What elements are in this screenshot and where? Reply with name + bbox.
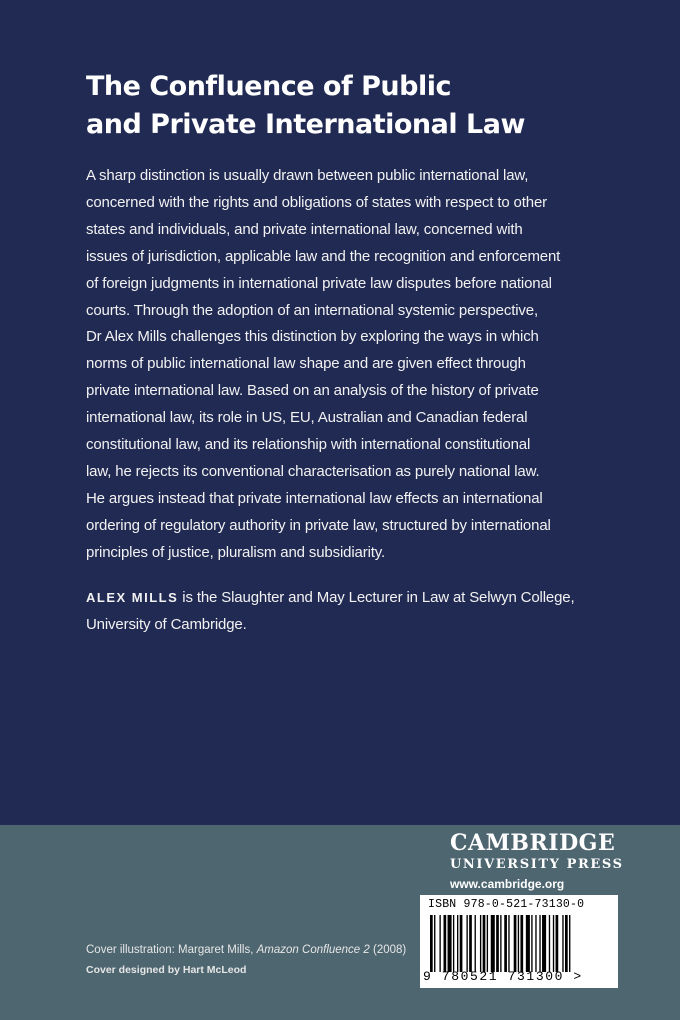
bio-text: is the Slaughter and May Lecturer in Law at Selwyn College,	[178, 589, 575, 606]
publisher-website: www.cambridge.org	[450, 877, 565, 891]
barcode-bar	[460, 915, 463, 972]
barcode-bar	[508, 915, 509, 972]
barcode-bar	[475, 915, 476, 972]
bio-line-1	[86, 585, 606, 612]
barcode-bar	[448, 915, 452, 972]
barcode-bar	[430, 915, 433, 972]
blurb-line: Dr Alex Mills challenges this distinction by exploring the ways in which	[86, 328, 539, 346]
book-title	[86, 68, 606, 144]
designer-credit: Cover designed by Hart McLeod	[86, 964, 247, 976]
blurb-line: of foreign judgments in international private law disputes before national	[86, 274, 552, 292]
barcode-bar	[556, 915, 559, 972]
blurb-line: A sharp distinction is usually drawn between public international law,	[86, 167, 529, 184]
blurb-line: issues of jurisdiction, applicable law and the recognition and enforcement	[86, 247, 561, 265]
illustration-title: Amazon Confluence 2	[256, 944, 370, 956]
barcode-bar	[457, 915, 458, 972]
book-blurb	[86, 163, 606, 567]
barcode-bar	[466, 915, 467, 972]
blurb-line: principles of justice, pluralism and subsidiarity.	[86, 543, 386, 561]
barcode-bar	[518, 915, 519, 972]
blurb-line: concerned with the rights and obligations of states with respect to other	[86, 193, 547, 211]
blurb-line: He argues instead that private international law effects an international	[86, 489, 543, 507]
blurb-line: law, he rejects its conventional characterisation as purely national law.	[86, 462, 540, 480]
barcode-bar	[514, 915, 517, 972]
author-name: ALEX MILLS	[86, 590, 179, 605]
blurb-line: norms of public international law shape and are given effect through	[86, 355, 526, 373]
barcode-bar	[562, 915, 563, 972]
barcode-bar	[487, 915, 488, 972]
blurb-line: ordering of regulatory authority in private law, structured by international	[86, 516, 551, 534]
illustration-year: (2008)	[369, 944, 407, 956]
barcode-bar	[531, 915, 532, 972]
barcode-bar	[444, 915, 447, 972]
illustration-credit	[86, 940, 406, 960]
title-line: The Confluence of Public	[86, 71, 451, 102]
barcode-bar	[526, 915, 530, 972]
barcode-bar	[500, 915, 501, 972]
title-line: and Private International Law	[86, 109, 525, 140]
isbn-barcode	[420, 895, 618, 988]
blurb-line: courts. Through the adoption of an international systemic perspective,	[86, 301, 538, 319]
barcode-bar	[549, 915, 550, 972]
barcode-bar	[491, 915, 495, 972]
blurb-line: international law, its role in US, EU, Australian and Canadian federal	[86, 409, 528, 427]
barcode-bar	[439, 915, 440, 972]
isbn-text: ISBN 978-0-521-73130-0	[428, 898, 585, 911]
illustration-prefix: Cover illustration: Margaret Mills,	[86, 944, 257, 956]
barcode-bar	[542, 915, 546, 972]
barcode-icon	[428, 915, 612, 972]
barcode-bar	[434, 915, 435, 972]
barcode-bar	[469, 915, 472, 972]
blurb-line: constitutional law, and its relationship with international constitutional	[86, 436, 531, 454]
barcode-bar	[480, 915, 481, 972]
barcode-bar	[535, 915, 536, 972]
blurb-line: states and individuals, and private international law, concerned with	[86, 220, 523, 238]
bio-line-2: University of Cambridge.	[86, 615, 247, 633]
blurb-line: private international law. Based on an analysis of the history of private	[86, 382, 539, 400]
publisher-logo	[450, 830, 624, 894]
barcode-bar	[504, 915, 507, 972]
barcode-bar	[565, 915, 568, 972]
barcode-digits: 9 780521 731300 >	[423, 969, 583, 984]
barcode-bar	[520, 915, 523, 972]
barcode-bar	[539, 915, 540, 972]
barcode-bar	[483, 915, 486, 972]
barcode-bar	[496, 915, 499, 972]
barcode-bar	[453, 915, 454, 972]
barcode-bar	[553, 915, 554, 972]
publisher-name: CAMBRIDGE	[450, 830, 616, 856]
cover-credits	[86, 940, 406, 980]
author-bio	[86, 585, 606, 639]
barcode-bar	[569, 915, 570, 972]
publisher-press: UNIVERSITY PRESS	[450, 857, 624, 872]
